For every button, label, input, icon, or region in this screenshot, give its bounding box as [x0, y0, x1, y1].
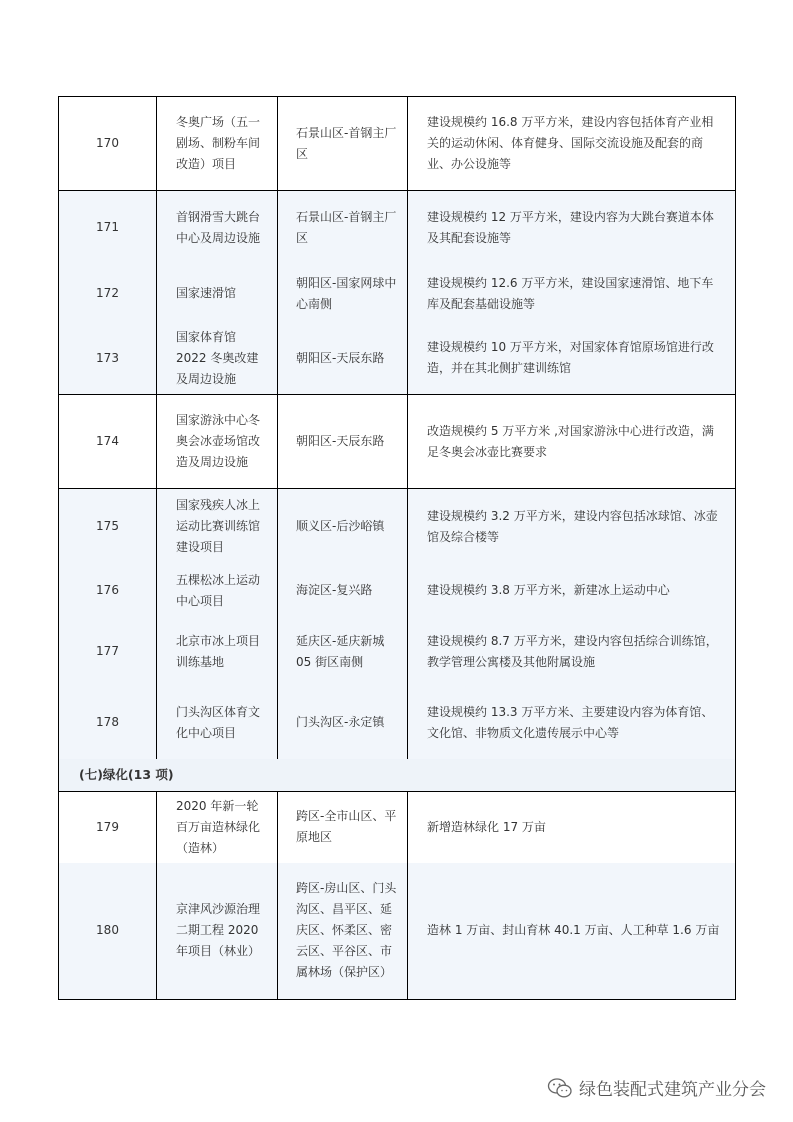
project-location: 朝阳区-天辰东路 — [278, 323, 408, 395]
project-content: 建设规模约 8.7 万平方米，建设内容包括综合训练馆，教学管理公寓楼及其他附属设施 — [408, 617, 736, 687]
project-name: 国家体育馆 2022 冬奥改建及周边设施 — [157, 323, 278, 395]
row-number: 171 — [59, 191, 157, 265]
project-table — [58, 96, 736, 1000]
project-name: 五棵松冰上运动中心项目 — [157, 565, 278, 617]
project-content: 新增造林绿化 17 万亩 — [408, 791, 736, 863]
row-number: 175 — [59, 489, 157, 565]
row-number: 172 — [59, 265, 157, 323]
project-location: 石景山区-首钢主厂区 — [278, 97, 408, 191]
row-number: 176 — [59, 565, 157, 617]
table-row — [59, 97, 736, 191]
table-row — [59, 863, 736, 999]
wechat-icon — [547, 1077, 573, 1099]
project-location: 朝阳区-天辰东路 — [278, 395, 408, 489]
project-name: 国家游泳中心冬奥会冰壶场馆改造及周边设施 — [157, 395, 278, 489]
project-content: 改造规模约 5 万平方米 ,对国家游泳中心进行改造，满足冬奥会冰壶比赛要求 — [408, 395, 736, 489]
project-content: 建设规模约 12.6 万平方米，建设国家速滑馆、地下车库及配套基础设施等 — [408, 265, 736, 323]
section-heading: (七)绿化(13 项) — [59, 759, 736, 792]
project-content: 建设规模约 3.2 万平方米，建设内容包括冰球馆、冰壶馆及综合楼等 — [408, 489, 736, 565]
row-number: 179 — [59, 791, 157, 863]
project-content: 建设规模约 16.8 万平方米，建设内容包括体育产业相关的运动休闲、体育健身、国际交流设施及配套的商业、办公设施等 — [408, 97, 736, 191]
project-name: 首钢滑雪大跳台中心及周边设施 — [157, 191, 278, 265]
project-name: 京津风沙源治理二期工程 2020 年项目（林业） — [157, 863, 278, 999]
project-name: 北京市冰上项目训练基地 — [157, 617, 278, 687]
row-number: 178 — [59, 687, 157, 759]
project-location: 朝阳区-国家网球中心南侧 — [278, 265, 408, 323]
project-location: 海淀区-复兴路 — [278, 565, 408, 617]
table-row — [59, 323, 736, 395]
table-row — [59, 565, 736, 617]
watermark-text: 绿色装配式建筑产业分会 — [579, 1080, 766, 1100]
project-content: 建设规模约 3.8 万平方米，新建冰上运动中心 — [408, 565, 736, 617]
table-row — [59, 791, 736, 863]
project-name: 2020 年新一轮百万亩造林绿化（造林） — [157, 791, 278, 863]
project-location: 延庆区-延庆新城 05 街区南侧 — [278, 617, 408, 687]
table-row — [59, 395, 736, 489]
table-row — [59, 191, 736, 265]
table-row — [59, 265, 736, 323]
row-number: 180 — [59, 863, 157, 999]
project-name: 国家速滑馆 — [157, 265, 278, 323]
table-row — [59, 617, 736, 687]
project-content: 造林 1 万亩、封山育林 40.1 万亩、人工种草 1.6 万亩 — [408, 863, 736, 999]
project-location: 顺义区-后沙峪镇 — [278, 489, 408, 565]
project-location: 跨区-房山区、门头沟区、昌平区、延庆区、怀柔区、密云区、平谷区、市属林场（保护区） — [278, 863, 408, 999]
project-location: 跨区-全市山区、平原地区 — [278, 791, 408, 863]
project-content: 建设规模约 10 万平方米，对国家体育馆原场馆进行改造，并在其北侧扩建训练馆 — [408, 323, 736, 395]
row-number: 174 — [59, 395, 157, 489]
project-location: 石景山区-首钢主厂区 — [278, 191, 408, 265]
row-number: 177 — [59, 617, 157, 687]
source-watermark — [547, 1075, 766, 1100]
project-name: 国家残疾人冰上运动比赛训练馆建设项目 — [157, 489, 278, 565]
table-row — [59, 687, 736, 759]
project-location: 门头沟区-永定镇 — [278, 687, 408, 759]
project-content: 建设规模约 13.3 万平方米、主要建设内容为体育馆、文化馆、非物质文化遗传展示中心等 — [408, 687, 736, 759]
project-content: 建设规模约 12 万平方米，建设内容为大跳台赛道本体及其配套设施等 — [408, 191, 736, 265]
project-name: 冬奥广场（五一剧场、制粉车间改造）项目 — [157, 97, 278, 191]
table-row — [59, 489, 736, 565]
section-heading-row — [59, 759, 736, 792]
project-name: 门头沟区体育文化中心项目 — [157, 687, 278, 759]
row-number: 170 — [59, 97, 157, 191]
row-number: 173 — [59, 323, 157, 395]
